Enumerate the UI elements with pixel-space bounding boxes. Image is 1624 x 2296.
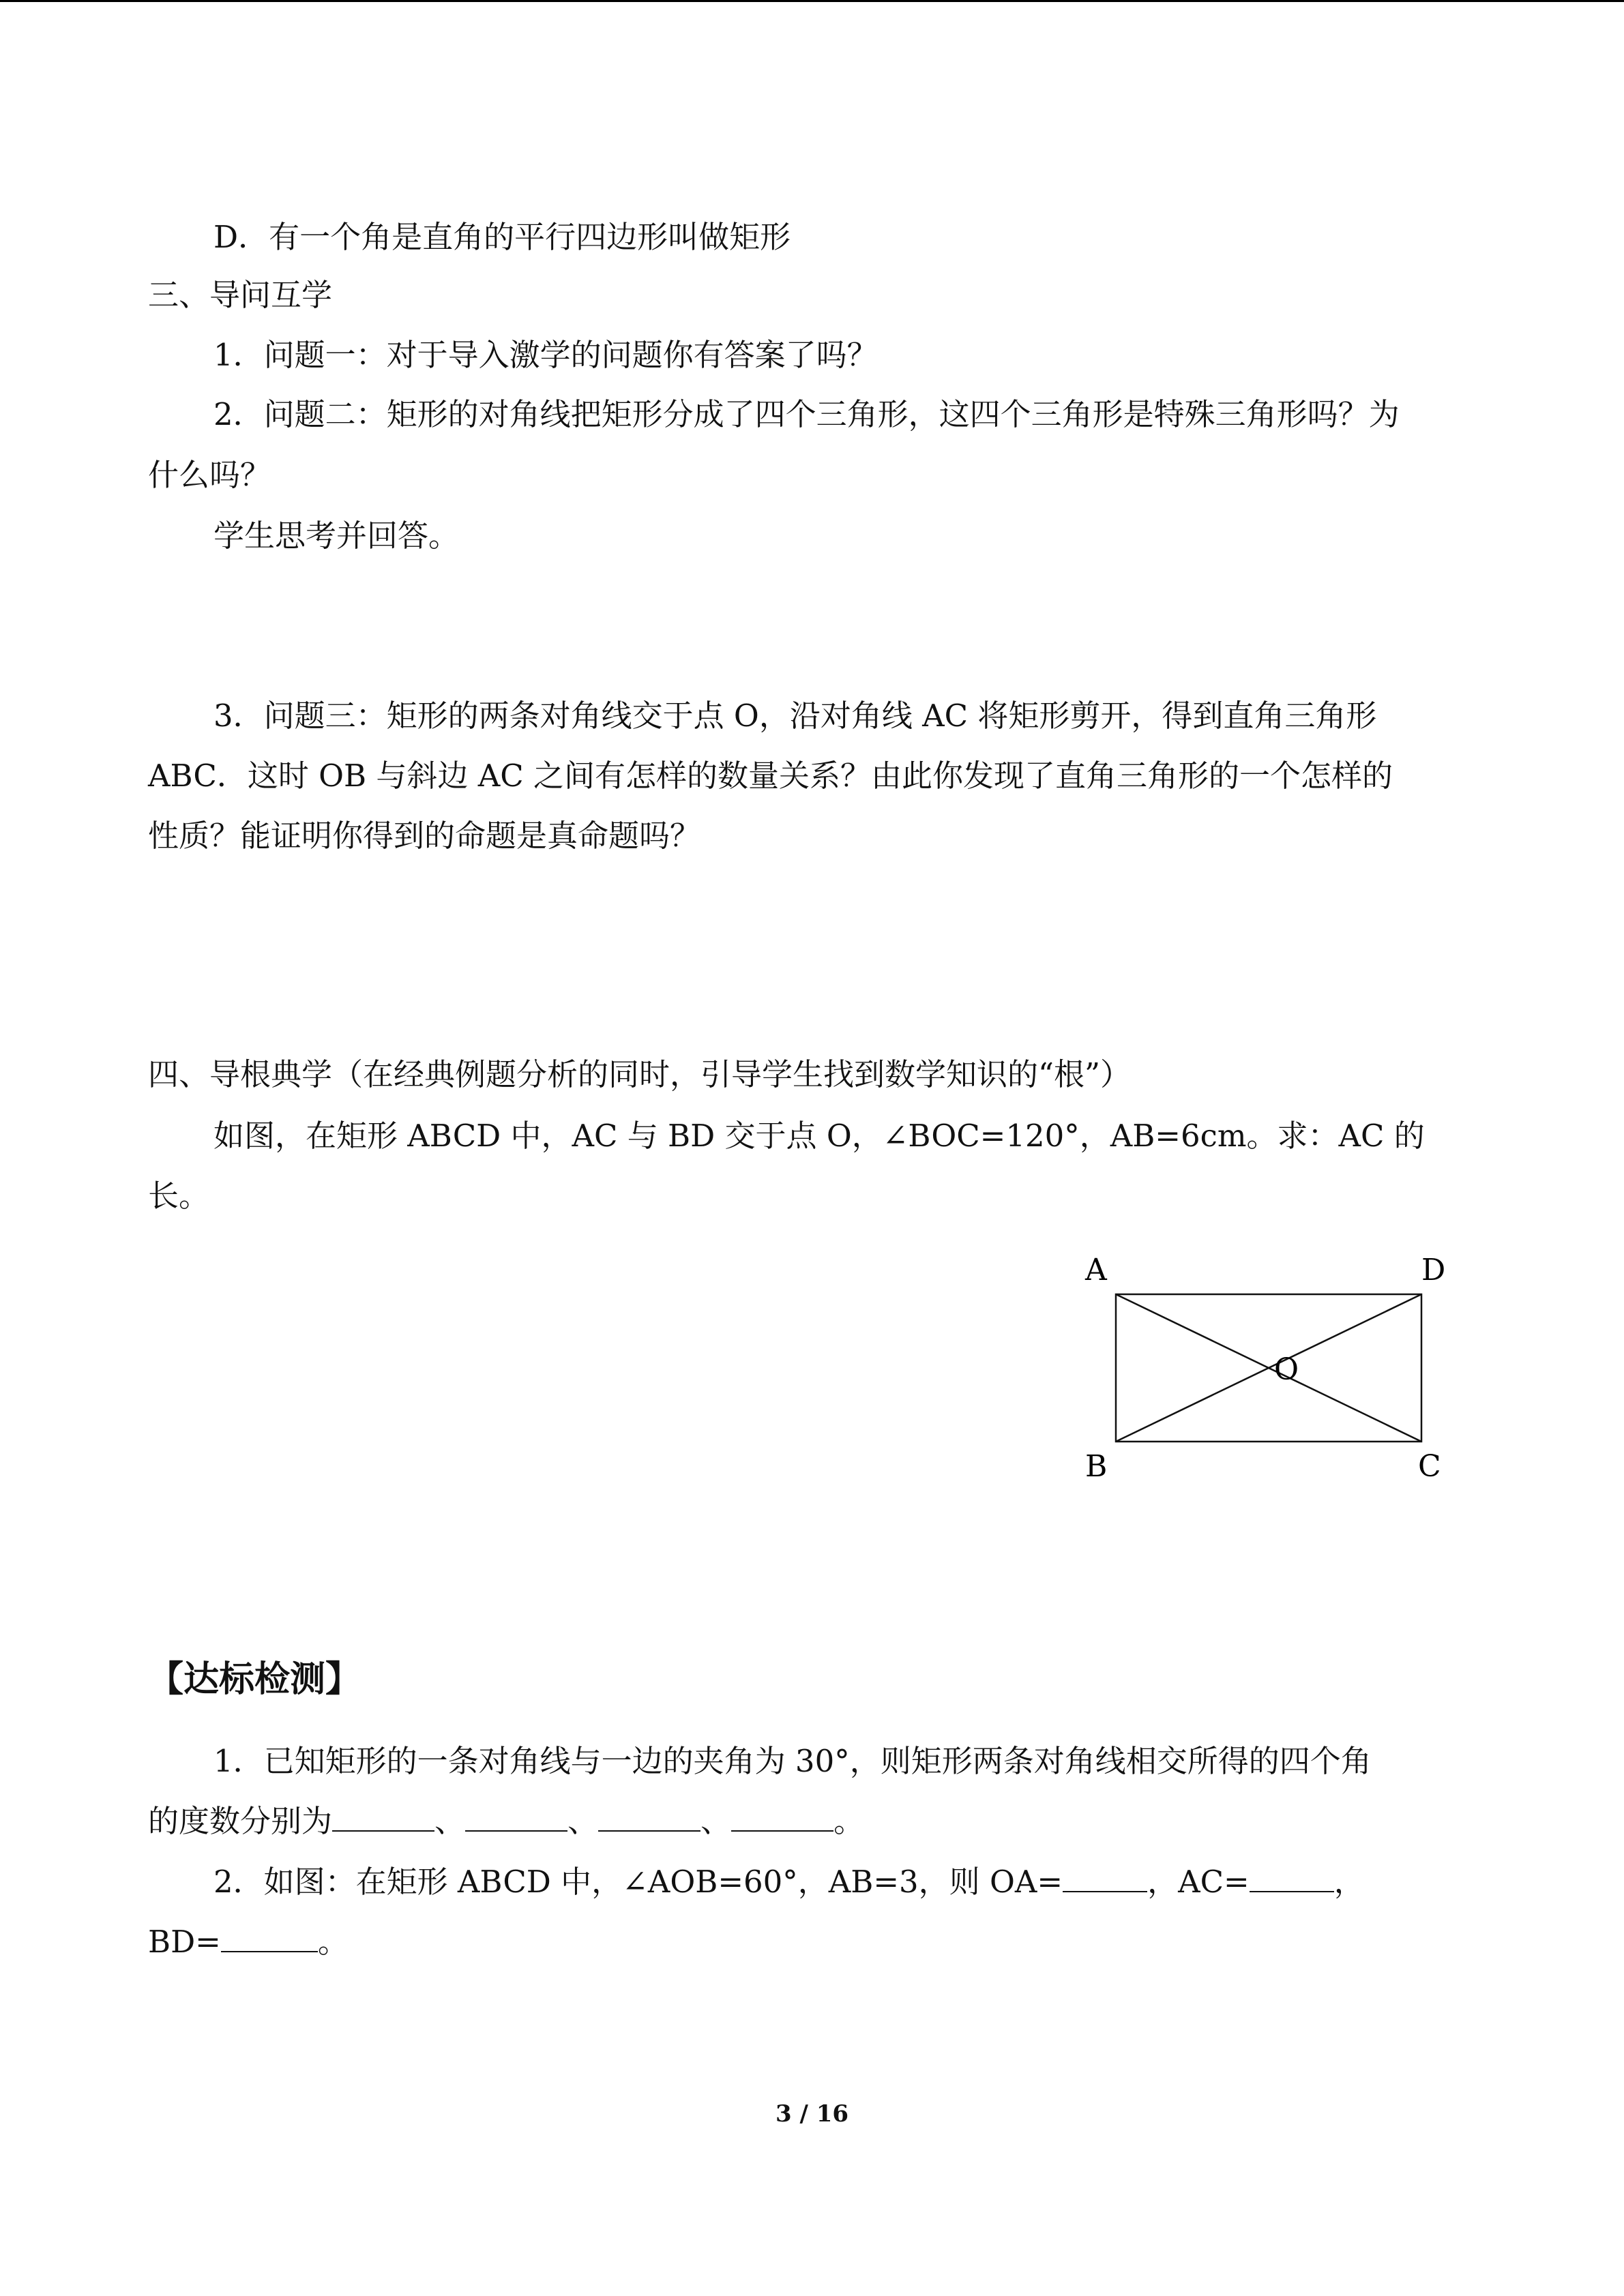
vertex-label-a: A xyxy=(1085,1253,1107,1287)
t2-ac-label: ，AC= xyxy=(1147,1864,1250,1900)
question-two-line2: 什么吗？ xyxy=(148,457,271,493)
t2-prefix: 2．如图：在矩形 ABCD 中，∠AOB=60°，AB=3，则 OA= xyxy=(213,1864,1063,1900)
t1-sep-2: 、 xyxy=(567,1803,599,1839)
test-section-heading: 【达标检测】 xyxy=(148,1659,361,1700)
question-two-line1: 2．问题二：矩形的对角线把矩形分成了四个三角形，这四个三角形是特殊三角形吗？为 xyxy=(213,396,1400,432)
question-one: 1．问题一：对于导入激学的问题你有答案了吗？ xyxy=(213,337,878,373)
oa-answer-blank[interactable] xyxy=(1063,1888,1147,1892)
answer-blank-2[interactable] xyxy=(465,1828,567,1832)
rectangle-figure xyxy=(1064,1241,1473,1487)
test-question-two-line2 xyxy=(148,1922,349,1963)
option-d: D．有一个角是直角的平行四边形叫做矩形 xyxy=(213,219,791,255)
test-question-one-line2 xyxy=(148,1801,864,1842)
t1-end: 。 xyxy=(833,1803,865,1839)
answer-blank-4[interactable] xyxy=(731,1828,833,1832)
t2-end: 。 xyxy=(317,1924,349,1960)
vertex-label-b: B xyxy=(1085,1449,1108,1484)
t2-bd-label: BD= xyxy=(148,1924,221,1960)
section-four-heading: 四、导根典学（在经典例题分析的同时，引导学生找到数学知识的“根”） xyxy=(148,1056,1132,1092)
student-think-note: 学生思考并回答。 xyxy=(213,518,460,554)
t1-sep-3: 、 xyxy=(700,1803,732,1839)
t2-comma: ， xyxy=(1333,1864,1365,1900)
top-border xyxy=(0,0,1624,2)
example-line1: 如图，在矩形 ABCD 中，AC 与 BD 交于点 O，∠BOC=120°，AB=6cm。求：AC 的 xyxy=(213,1118,1425,1154)
test-question-two-line1 xyxy=(213,1862,1365,1903)
t1-sep-1: 、 xyxy=(434,1803,466,1839)
example-line2: 长。 xyxy=(148,1178,210,1214)
page-number: 3 / 16 xyxy=(775,2100,849,2128)
question-three-line2: ABC．这时 OB 与斜边 AC 之间有怎样的数量关系？由此你发现了直角三角形的一个怎样的 xyxy=(148,758,1393,794)
t1-prefix: 的度数分别为 xyxy=(148,1803,333,1839)
bd-answer-blank[interactable] xyxy=(221,1948,318,1952)
question-three-line1: 3．问题三：矩形的两条对角线交于点 O，沿对角线 AC 将矩形剪开，得到直角三角形 xyxy=(213,698,1377,734)
question-three-line3: 性质？能证明你得到的命题是真命题吗？ xyxy=(148,818,701,854)
test-question-one-line1: 1．已知矩形的一条对角线与一边的夹角为 30°，则矩形两条对角线相交所得的四个角 xyxy=(213,1743,1372,1779)
vertex-label-c: C xyxy=(1418,1449,1441,1484)
ac-answer-blank[interactable] xyxy=(1250,1888,1334,1892)
center-label-o: O xyxy=(1274,1352,1299,1387)
answer-blank-1[interactable] xyxy=(332,1828,434,1832)
answer-blank-3[interactable] xyxy=(598,1828,700,1832)
vertex-label-d: D xyxy=(1421,1253,1446,1287)
section-three-heading: 三、导问互学 xyxy=(148,277,333,313)
